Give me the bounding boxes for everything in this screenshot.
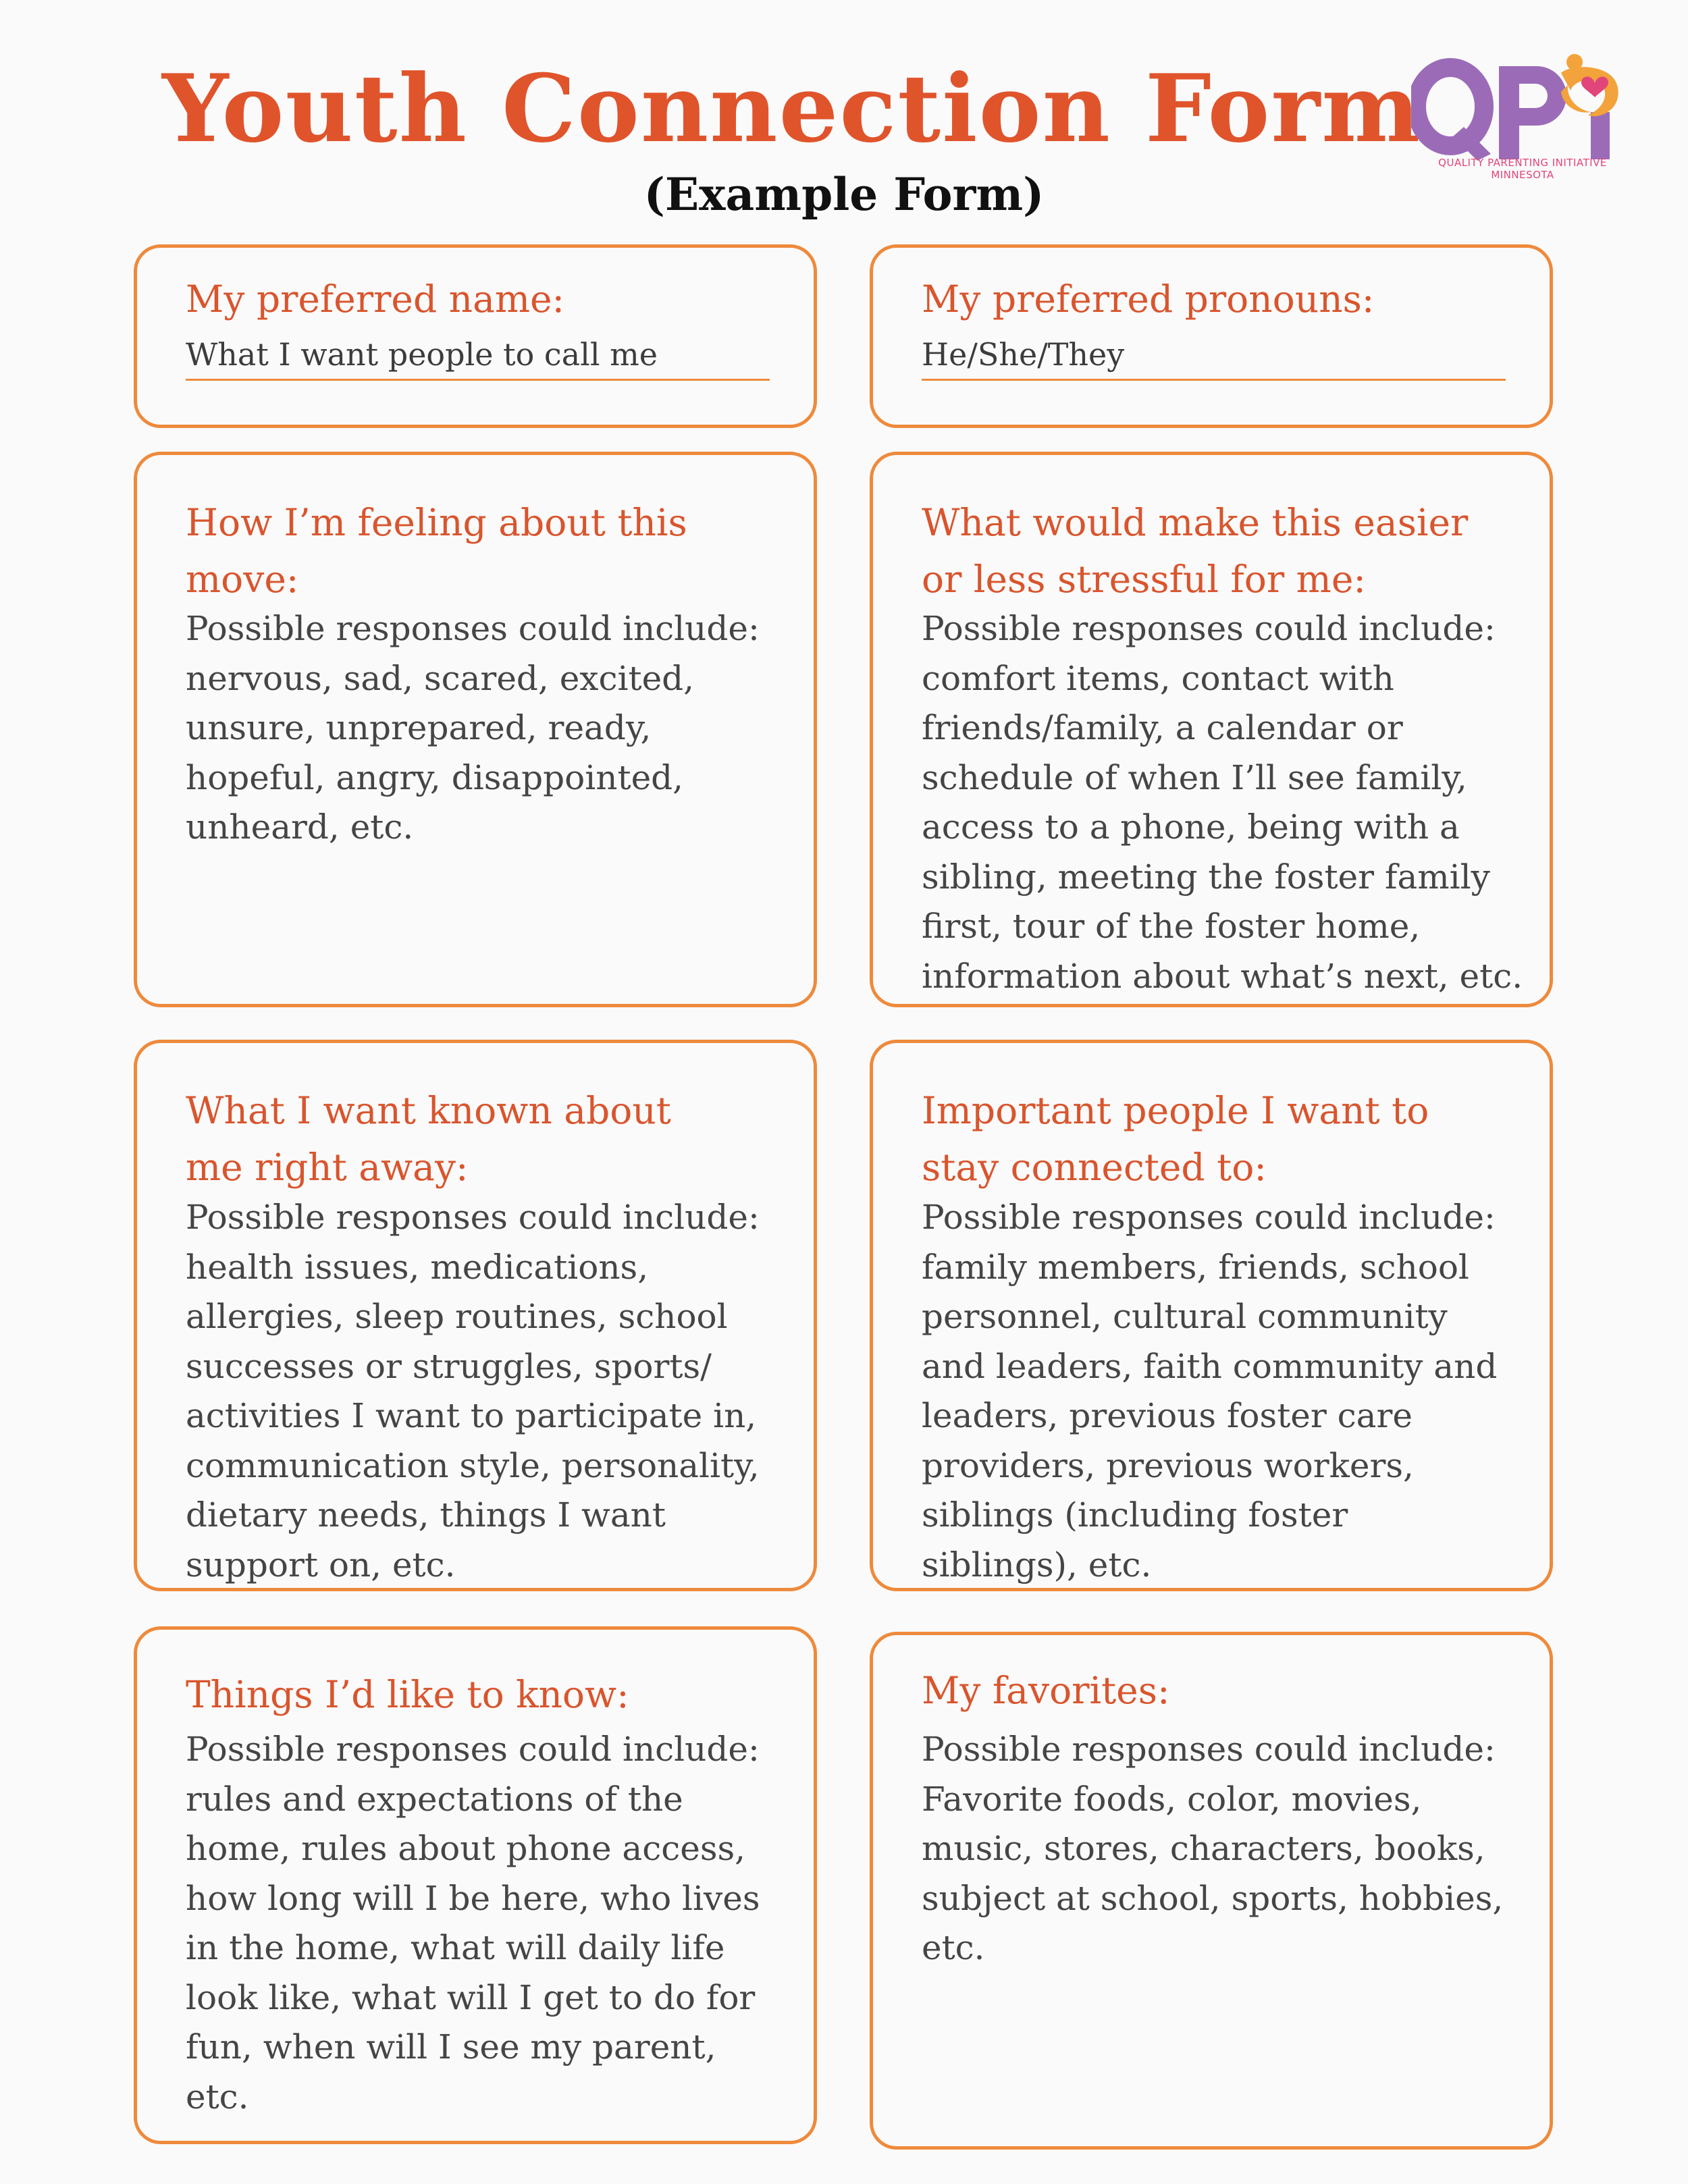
know-body-line: fun, when will I see my parent,	[186, 2027, 716, 2067]
known-body-line: support on, etc.	[186, 1545, 456, 1584]
people-body-line: siblings (including foster	[922, 1495, 1348, 1535]
known-label	[186, 1082, 787, 1196]
people-label-line: Important people I want to	[922, 1089, 1429, 1132]
people-body-line: siblings), etc.	[922, 1545, 1152, 1584]
easier-body-line: information about what’s next, etc.	[922, 956, 1523, 996]
preferred-name-field[interactable]: What I want people to call me	[186, 334, 770, 381]
known-body-line: dietary needs, things I want	[186, 1495, 666, 1535]
feeling-body-line: nervous, sad, scared, excited,	[186, 658, 695, 698]
preferred-pronouns-label: My preferred pronouns:	[922, 277, 1375, 321]
people-label	[922, 1082, 1523, 1196]
preferred-pronouns-card	[870, 244, 1553, 428]
know-card[interactable]	[134, 1626, 817, 2144]
people-label-line: stay connected to:	[922, 1146, 1267, 1189]
feeling-body-line: unsure, unprepared, ready,	[186, 708, 652, 747]
logo-letter-q	[1417, 68, 1491, 161]
feeling-body-line: hopeful, angry, disappointed,	[186, 757, 684, 797]
known-body-line: successes or struggles, sports/	[186, 1346, 712, 1386]
logo-tagline-line1: QUALITY PARENTING INITIATIVE	[1438, 157, 1607, 169]
know-body-line: how long will I be here, who lives	[186, 1878, 760, 1918]
know-body-line: etc.	[186, 2077, 249, 2116]
people-card[interactable]	[870, 1040, 1553, 1591]
know-body-line: look like, what will I get to do for	[186, 1977, 756, 2017]
known-body	[186, 1193, 807, 1590]
feeling-body-line: Possible responses could include:	[186, 609, 760, 648]
easier-body-line: Possible responses could include:	[922, 609, 1496, 648]
easier-body-line: friends/family, a calendar or	[922, 708, 1403, 747]
feeling-label-line: How I’m feeling about this	[186, 501, 687, 544]
preferred-name-label: My preferred name:	[186, 277, 565, 321]
easier-body-line: first, tour of the foster home,	[922, 907, 1421, 946]
easier-card[interactable]	[870, 452, 1553, 1007]
preferred-name-card	[134, 244, 817, 428]
favorites-body-line: etc.	[922, 1928, 985, 1967]
know-body	[186, 1725, 807, 2122]
people-body-line: Possible responses could include:	[922, 1198, 1496, 1237]
people-body-line: personnel, cultural community	[922, 1297, 1448, 1336]
known-body-line: Possible responses could include:	[186, 1198, 760, 1237]
page-subtitle: (Example Form)	[643, 168, 1045, 221]
people-body-line: leaders, previous foster care	[922, 1396, 1413, 1435]
favorites-label-line: My favorites:	[922, 1669, 1170, 1712]
feeling-body	[186, 604, 807, 853]
favorites-body-line: subject at school, sports, hobbies,	[922, 1878, 1504, 1918]
favorites-label	[922, 1662, 1523, 1719]
easier-label-line: What would make this easier	[922, 501, 1469, 544]
page-title: Youth Connection Form	[162, 53, 1422, 163]
people-body-line: family members, friends, school	[922, 1247, 1469, 1287]
know-label	[186, 1666, 787, 1723]
favorites-body-line: Favorite foods, color, movies,	[922, 1779, 1422, 1819]
easier-body-line: schedule of when I’ll see family,	[922, 757, 1467, 797]
known-card[interactable]	[134, 1040, 817, 1591]
people-body	[922, 1193, 1543, 1590]
known-body-line: activities I want to participate in,	[186, 1396, 757, 1435]
favorites-body-line: music, stores, characters, books,	[922, 1829, 1485, 1868]
known-body-line: health issues, medications,	[186, 1247, 649, 1287]
easier-body-line: comfort items, contact with	[922, 658, 1394, 698]
know-body-line: home, rules about phone access,	[186, 1829, 746, 1868]
know-body-line: rules and expectations of the	[186, 1779, 683, 1819]
favorites-body-line: Possible responses could include:	[922, 1730, 1496, 1769]
logo-letter-i	[1591, 112, 1610, 159]
preferred-pronouns-field[interactable]: He/She/They	[922, 334, 1506, 381]
known-body-line: allergies, sleep routines, school	[186, 1297, 728, 1336]
known-label-line: What I want known about	[186, 1089, 671, 1132]
qpi-logo	[1411, 47, 1634, 209]
logo-letter-p	[1499, 66, 1566, 159]
favorites-body	[922, 1725, 1543, 1973]
know-body-line: Possible responses could include:	[186, 1730, 760, 1769]
feeling-body-line: unheard, etc.	[186, 807, 414, 847]
known-label-line: me right away:	[186, 1146, 469, 1189]
easier-label-line: or less stressful for me:	[922, 558, 1366, 601]
know-label-line: Things I’d like to know:	[186, 1673, 629, 1716]
people-body-line: and leaders, faith community and	[922, 1346, 1498, 1386]
favorites-card[interactable]	[870, 1632, 1553, 2150]
people-body-line: providers, previous workers,	[922, 1445, 1414, 1485]
logo-tagline	[1398, 157, 1647, 181]
logo-tagline-line2: MINNESOTA	[1491, 169, 1554, 181]
feeling-label-line: move:	[186, 558, 299, 601]
easier-label	[922, 494, 1523, 608]
know-body-line: in the home, what will daily life	[186, 1928, 725, 1967]
feeling-label	[186, 494, 787, 608]
easier-body-line: sibling, meeting the foster family	[922, 857, 1490, 897]
feeling-card[interactable]	[134, 452, 817, 1007]
easier-body-line: access to a phone, being with a	[922, 807, 1460, 847]
easier-body	[922, 604, 1543, 1001]
known-body-line: communication style, personality,	[186, 1445, 760, 1485]
